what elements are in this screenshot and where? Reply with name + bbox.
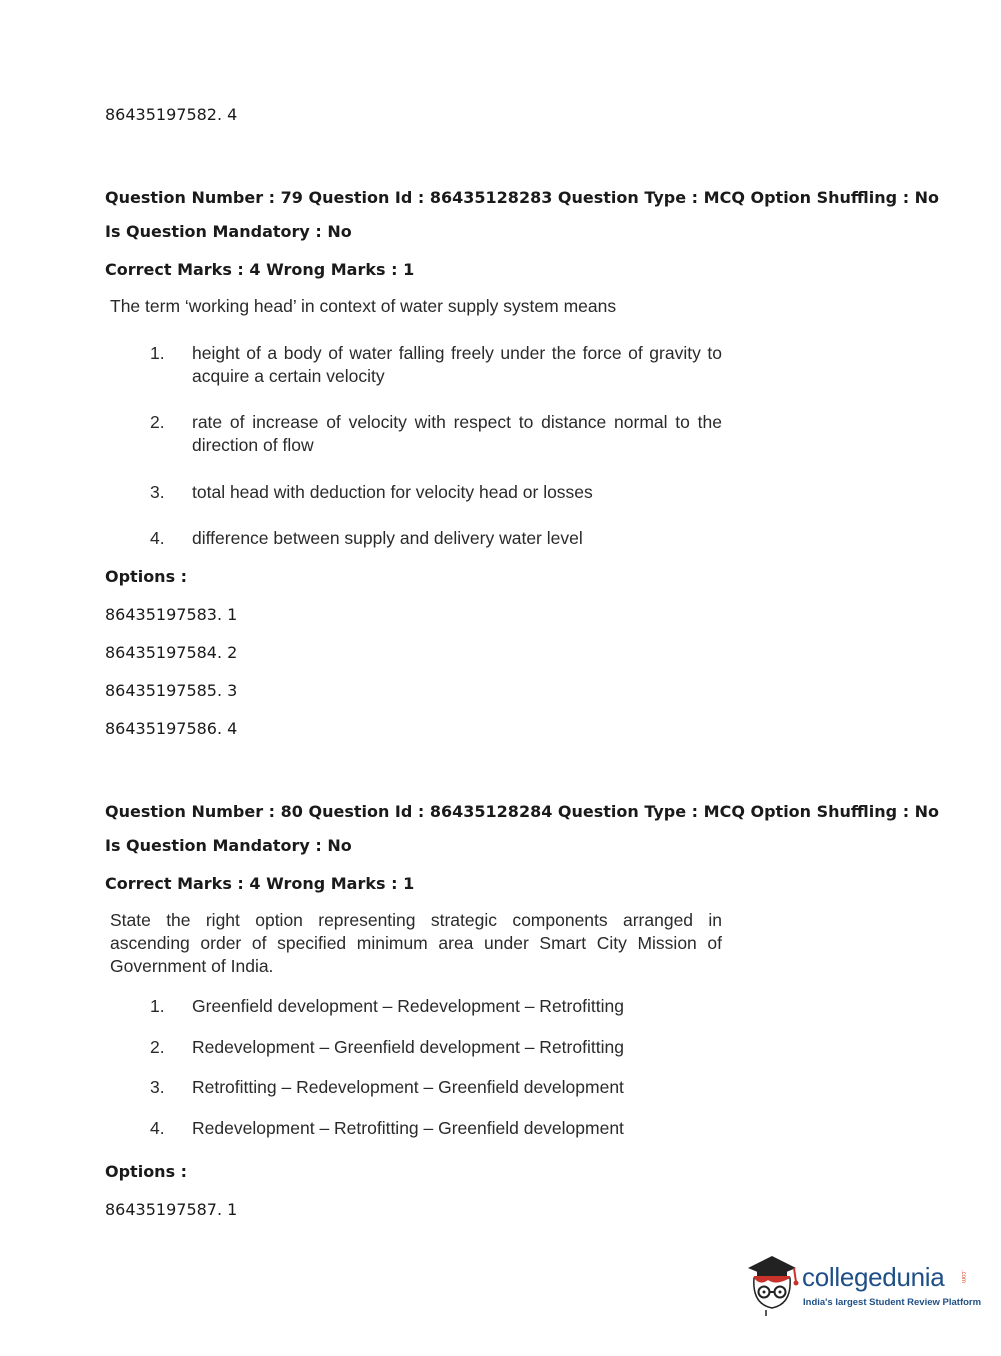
question-80-marks: Correct Marks : 4 Wrong Marks : 1 [105,874,415,893]
option-line: 86435197585. 3 [105,681,238,700]
collegedunia-logo [742,1248,982,1318]
question-79-options-label: Options : [105,567,188,586]
question-80-options-label: Options : [105,1162,188,1181]
question-80-choice [150,995,722,1018]
choice-number: 2. [150,1037,165,1057]
mascot-icon [742,1248,800,1318]
choice-number: 1. [150,343,165,363]
question-79-header: Question Number : 79 Question Id : 86435128283 Question Type : MCQ Option Shuffling : No [105,188,940,207]
question-80-text: State the right option representing strategic components arranged in ascending order of specified minimum area under Smart City Mission of Government of India. [110,910,722,976]
choice-text: Redevelopment – Retrofitting – Greenfield development [192,1118,624,1138]
choice-number: 3. [150,1077,165,1097]
choice-number: 1. [150,996,165,1016]
option-line: 86435197582. 4 [105,105,238,124]
choice-number: 4. [150,528,165,548]
question-79-choice [150,411,722,457]
choice-text: height of a body of water falling freely under the force of gravity to acquire a certain velocity [192,343,722,386]
option-line: 86435197584. 2 [105,643,238,662]
question-79-text: The term ‘working head’ in context of water supply system means [110,296,617,316]
question-80-choice [150,1076,722,1099]
logo-wordmark: collegedunia [802,1262,945,1292]
question-80-header: Question Number : 80 Question Id : 86435128284 Question Type : MCQ Option Shuffling : No [105,802,940,821]
question-80-choice [150,1117,722,1140]
question-79-mandatory: Is Question Mandatory : No [105,222,352,241]
question-79-marks: Correct Marks : 4 Wrong Marks : 1 [105,260,415,279]
choice-text: difference between supply and delivery water level [192,528,583,548]
question-80-mandatory: Is Question Mandatory : No [105,836,352,855]
choice-number: 2. [150,412,165,432]
question-79-choice [150,481,722,504]
option-line: 86435197587. 1 [105,1200,238,1219]
option-line: 86435197583. 1 [105,605,238,624]
choice-text: rate of increase of velocity with respect to distance normal to the direction of flow [192,412,722,455]
choice-text: Retrofitting – Redevelopment – Greenfield development [192,1077,624,1097]
choice-text: Redevelopment – Greenfield development – Retrofitting [192,1037,624,1057]
question-80-choice [150,1036,722,1059]
logo-suffix: .com [960,1270,966,1284]
question-79-choice [150,342,722,388]
option-line: 86435197586. 4 [105,719,238,738]
choice-text: total head with deduction for velocity head or losses [192,482,593,502]
choice-text: Greenfield development – Redevelopment – Retrofitting [192,996,624,1016]
choice-number: 3. [150,482,165,502]
choice-number: 4. [150,1118,165,1138]
question-79-choice [150,527,722,550]
logo-tagline: India's largest Student Review Platform [803,1297,982,1308]
